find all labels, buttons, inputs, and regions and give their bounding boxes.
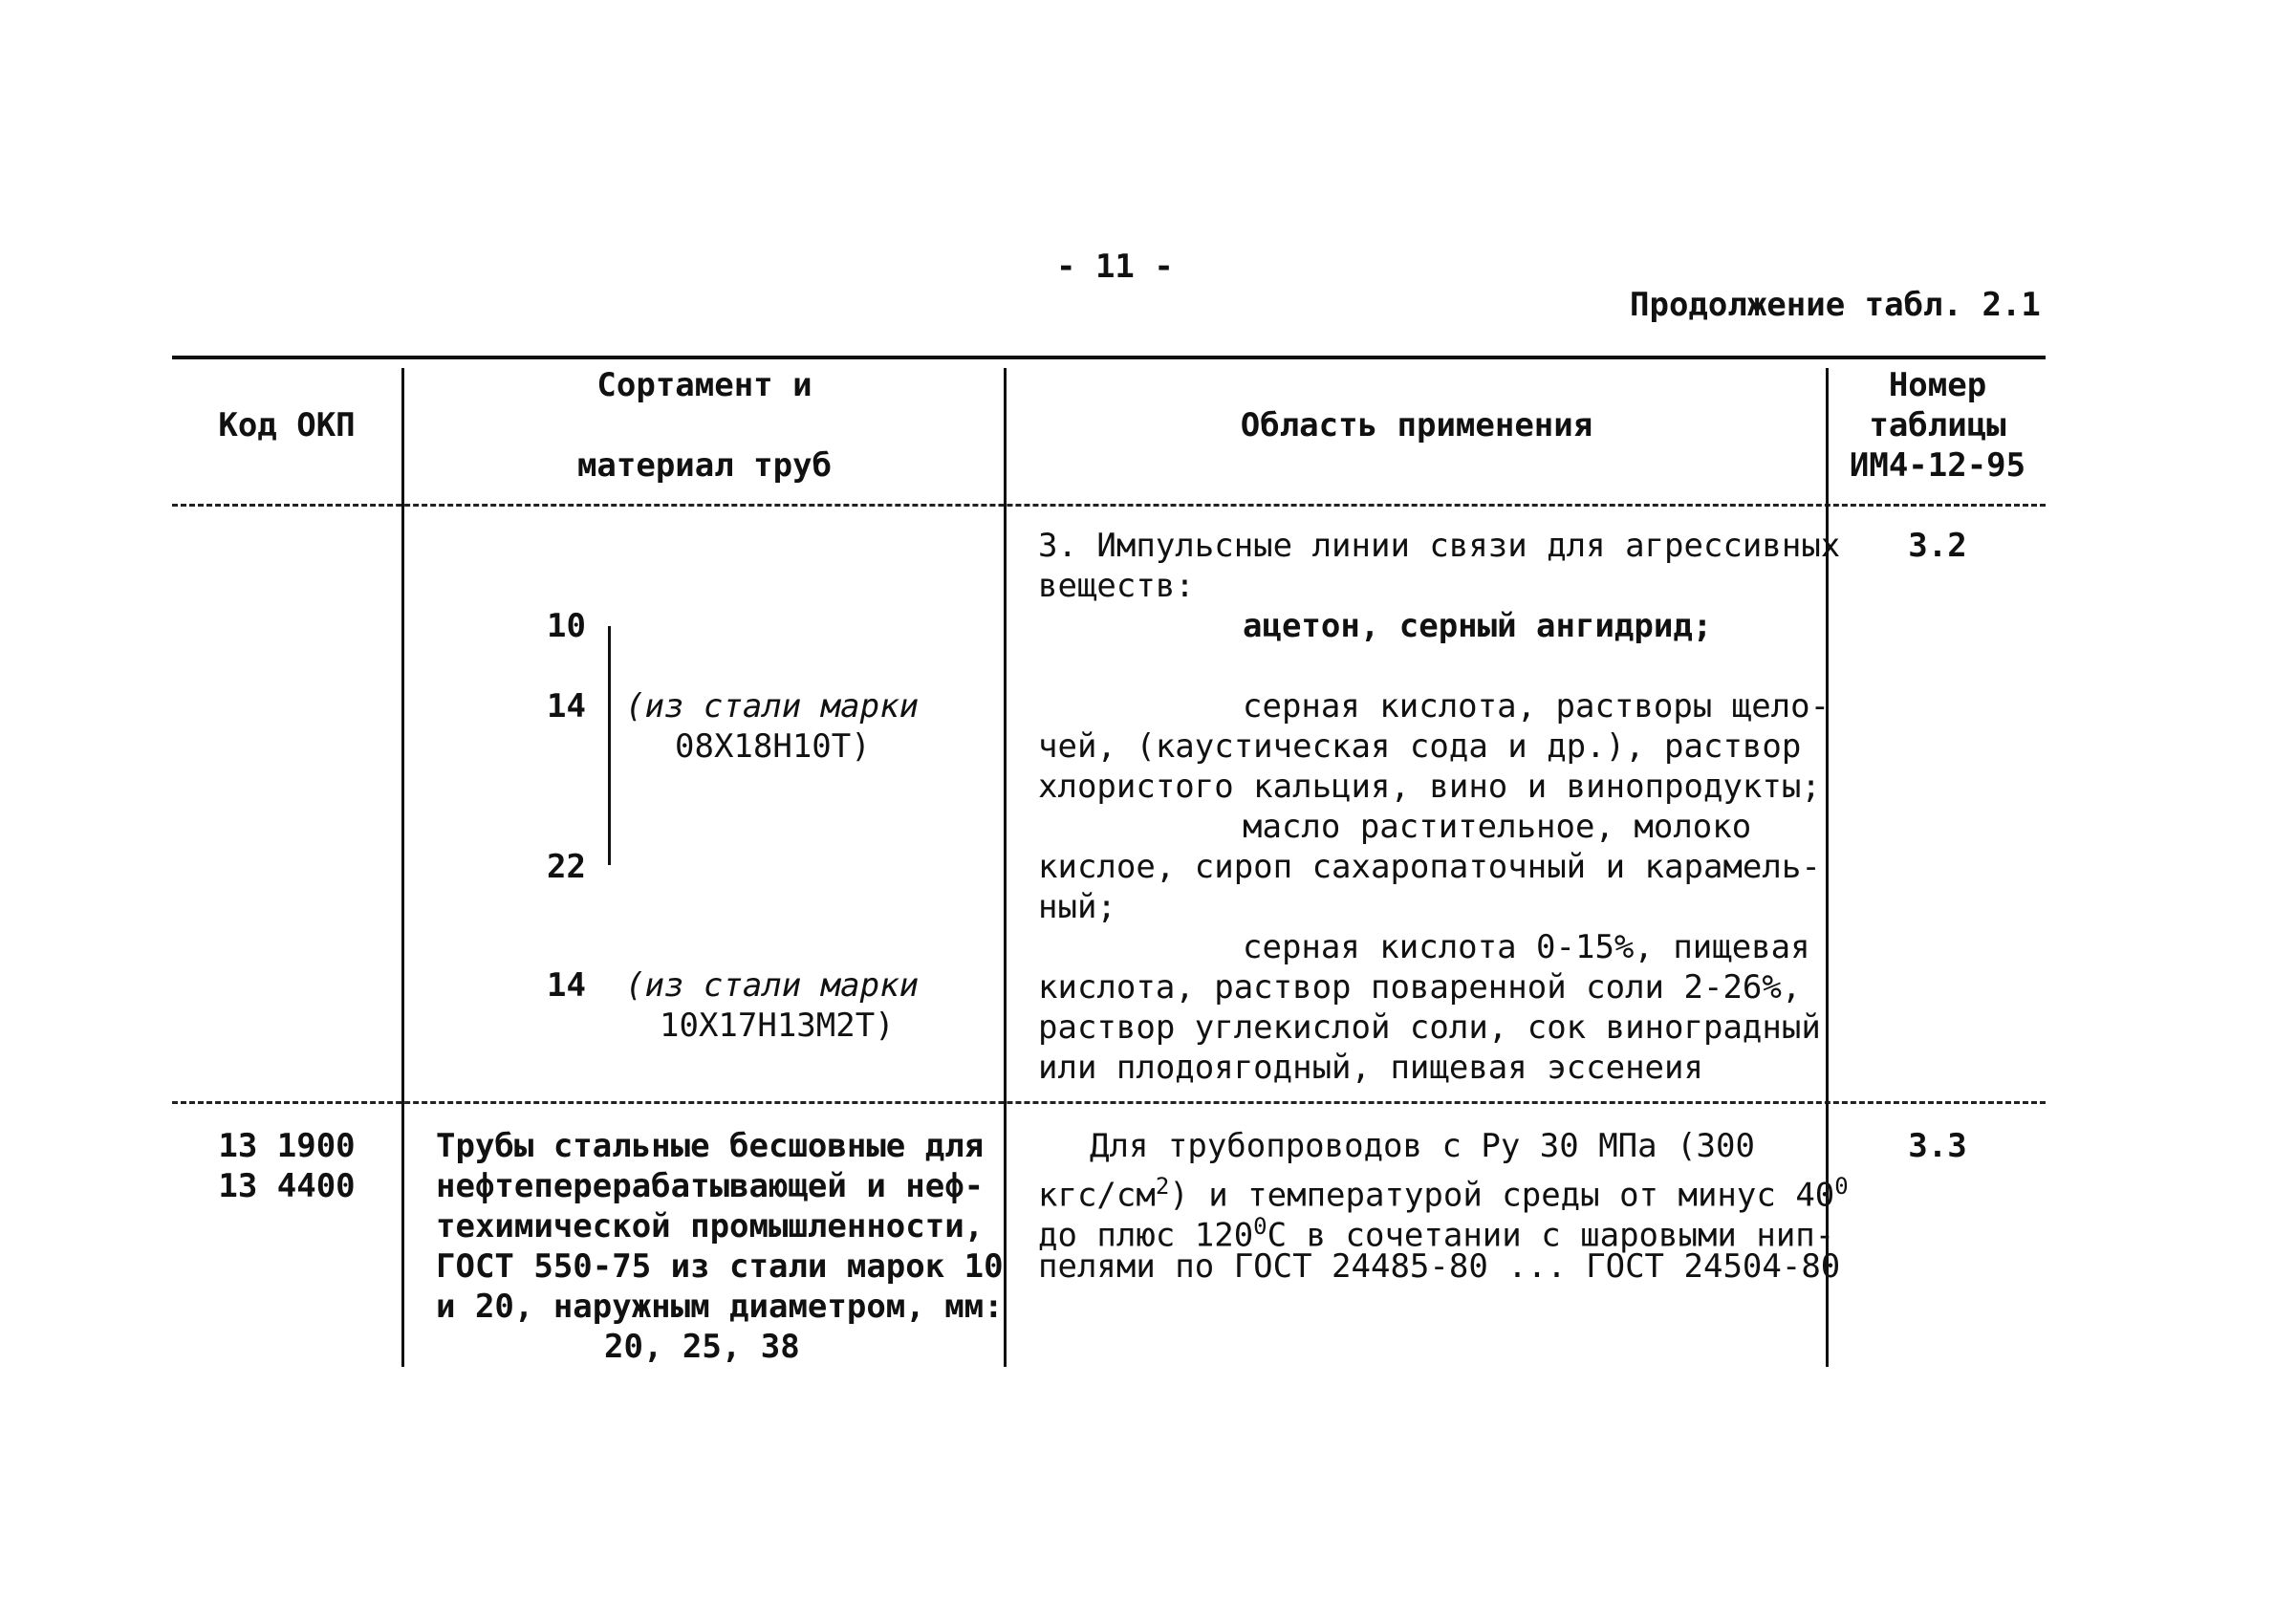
header-assortment-line2: материал труб [576, 446, 833, 485]
header-assortment-line1: Сортамент и [596, 366, 812, 404]
column-divider-1 [401, 368, 404, 1367]
code-13-4400: 13 4400 [218, 1167, 356, 1205]
table-no-3-2: 3.2 [1908, 527, 1967, 565]
application-line: кислое, сироп сахаропаточный и карамель- [1038, 848, 1821, 886]
application-line: пелями по ГОСТ 24485-80 ... ГОСТ 24504-80 [1038, 1247, 1841, 1286]
size-10: 10 [547, 607, 586, 645]
header-code: Код ОКП [218, 406, 356, 444]
application-line: серная кислота 0-15%, пищевая [1243, 928, 1810, 966]
application-line: веществ: [1038, 567, 1195, 605]
assortment-line: 20, 25, 38 [604, 1328, 800, 1366]
application-line: серная кислота, растворы щело- [1243, 687, 1830, 725]
material-2-line2: 10Х17Н13М2Т) [660, 1007, 895, 1045]
application-line: ный; [1038, 888, 1116, 926]
row-separator [172, 1101, 2046, 1104]
material-1-line1: (из стали марки [625, 687, 920, 725]
header-table-no-line3: ИМ4-12-95 [1849, 446, 2026, 485]
column-divider-2 [1004, 368, 1007, 1367]
application-line: Для трубопроводов с Ру 30 МПа (300 [1090, 1127, 1755, 1165]
material-2-line1: (из стали марки [625, 966, 920, 1005]
application-line: кгс/$см^2$) и температурой среды от минус $40^0$ [1038, 1173, 1849, 1215]
application-line: масло растительное, молоко [1243, 808, 1752, 846]
application-line: кислота, раствор поваренной соли 2-26%, [1038, 968, 1802, 1007]
header-application: Область применения [1240, 406, 1593, 444]
header-table-no-line2: таблицы [1869, 406, 2006, 444]
header-table-no-line1: Номер [1888, 366, 1987, 404]
table-top-rule [172, 356, 2046, 359]
page-number: - 11 - [1056, 248, 1174, 286]
assortment-line: ГОСТ 550-75 из стали марок 10 [436, 1247, 1004, 1286]
application-line: 3. Импульсные линии связи для агрессивных [1038, 527, 1841, 565]
application-line: ацетон, серный ангидрид; [1243, 607, 1713, 645]
application-line: или плодоягодный, пищевая эссенеия [1038, 1049, 1703, 1087]
size-2-14: 14 [547, 966, 586, 1005]
assortment-line: Трубы стальные бесшовные для [436, 1127, 985, 1165]
size-14: 14 [547, 687, 586, 725]
header-separator [172, 504, 2046, 507]
application-line: хлористого кальция, вино и винопродукты; [1038, 768, 1821, 806]
application-line: раствор углекислой соли, сок виноградный [1038, 1008, 1821, 1047]
application-line: чей, (каустическая сода и др.), раствор [1038, 727, 1802, 766]
material-1-line2: 08Х18Н10Т) [675, 727, 871, 766]
code-13-1900: 13 1900 [218, 1127, 356, 1165]
continuation-label: Продолжение табл. 2.1 [1630, 286, 2041, 324]
table-no-3-3: 3.3 [1908, 1127, 1967, 1165]
size-group-bracket [600, 626, 611, 865]
assortment-line: и 20, наружным диаметром, мм: [436, 1288, 1004, 1326]
assortment-line: нефтеперерабатывающей и неф- [436, 1167, 985, 1205]
assortment-line: техимической промышленности, [436, 1207, 985, 1245]
application-line: до плюс $120^0С$ в сочетании с шаровыми нип- [1038, 1213, 1835, 1255]
size-22: 22 [547, 848, 586, 886]
